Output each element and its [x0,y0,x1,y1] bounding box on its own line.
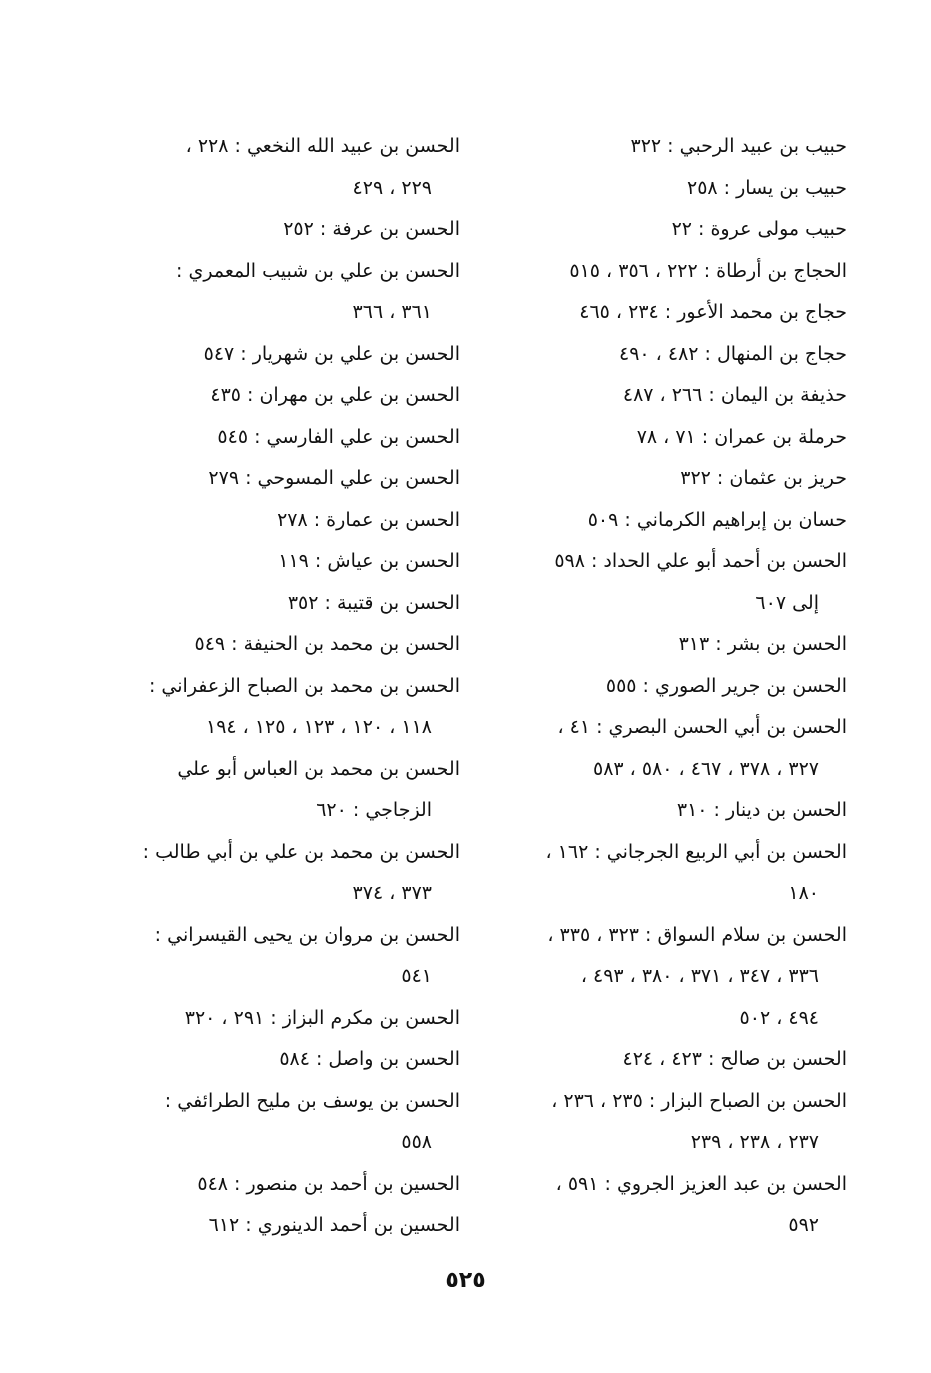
index-entry [495,1039,847,1081]
index-entry [110,375,460,417]
index-entry [110,998,460,1040]
index-entry [495,251,847,293]
entry-line: حجاج بن محمد الأعور : ٢٣٤ ، ٤٦٥ [579,301,847,323]
index-entry [495,1081,847,1164]
index-entry [495,417,847,459]
entry-line: الحسن بن يوسف بن مليح الطرائفي : [164,1089,460,1112]
entry-continuation: ٢٢٩ ، ٤٢٩ [352,176,432,199]
index-entry [495,500,847,542]
index-entry [495,168,847,210]
entry-line: الحسن بن أبي الربيع الجرجاني : ١٦٢ ، [545,840,847,863]
entry-line: الحسن بن سلام السواق : ٣٢٣ ، ٣٣٥ ، [547,923,847,946]
entry-line: الحسن بن عياش : ١١٩ [278,550,460,572]
entry-line: حريز بن عثمان : ٣٢٢ [680,467,847,489]
index-entry [110,334,460,376]
index-entry [495,292,847,334]
index-entry [110,126,460,209]
entry-continuation: الزجاجي : ٦٢٠ [316,799,432,821]
index-entry [495,334,847,376]
index-entry [495,666,847,708]
index-entry [110,915,460,998]
entry-line: الحسن بن قتيبة : ٣٥٢ [287,591,460,614]
index-entry [110,541,460,583]
entry-line: الحجاج بن أرطاة : ٢٢٢ ، ٣٥٦ ، ٥١٥ [569,259,847,282]
entry-continuation: إلى ٦٠٧ [755,591,819,614]
entry-line: الحسن بن عرفة : ٢٥٢ [283,218,460,240]
entry-line: الحسن بن أحمد أبو علي الحداد : ٥٩٨ [554,550,847,572]
index-entry [110,1205,460,1247]
index-entry [110,583,460,625]
entry-line: الحسن بن صالح : ٤٢٣ ، ٤٢٤ [622,1048,847,1070]
entry-line: الحسن بن الصباح البزار : ٢٣٥ ، ٢٣٦ ، [551,1089,847,1112]
entry-line: الحسن بن محمد بن العباس أبو علي [177,757,460,780]
index-entry [495,624,847,666]
index-entry [495,1164,847,1247]
index-entry [110,624,460,666]
index-entry [495,832,847,915]
index-entry [495,790,847,832]
index-entry [495,126,847,168]
entry-continuation: ٣٢٧ ، ٣٧٨ ، ٤٦٧ ، ٥٨٠ ، ٥٨٣ [593,757,819,780]
entry-line: الحسن بن جرير الصوري : ٥٥٥ [605,674,847,697]
page-number: ٥٢٥ [445,1268,486,1293]
entry-line: الحسن بن واصل : ٥٨٤ [279,1048,460,1070]
entry-line: الحسن بن علي بن مهران : ٤٣٥ [210,384,460,406]
entry-line: حجاج بن المنهال : ٤٨٢ ، ٤٩٠ [619,342,847,365]
index-entry [110,209,460,251]
index-entry [110,500,460,542]
entry-continuation: ٣٦١ ، ٣٦٦ [352,301,432,323]
entry-continuation: ٤٩٤ ، ٥٠٢ [739,1006,819,1029]
index-entry [495,458,847,500]
index-entry [495,209,847,251]
index-column-right [495,126,847,1247]
entry-continuation: ٥٤١ [401,965,432,987]
index-entry [110,1039,460,1081]
entry-continuation: ٥٩٢ [788,1214,819,1236]
entry-line: حبيب بن يسار : ٢٥٨ [686,176,847,199]
entry-line: الحسن بن علي الفارسي : ٥٤٥ [217,425,460,448]
entry-line: الحسن بن عبد العزيز الجروي : ٥٩١ ، [555,1172,847,1195]
index-entry [495,375,847,417]
index-entry [495,541,847,624]
entry-line: حرملة بن عمران : ٧١ ، ٧٨ [636,425,847,448]
entry-continuation: ١١٨ ، ١٢٠ ، ١٢٣ ، ١٢٥ ، ١٩٤ [206,716,432,738]
entry-line: حبيب مولى عروة : ٢٢ [671,218,847,240]
entry-line: الحسن بن علي المسوحي : ٢٧٩ [208,467,460,489]
entry-continuation: ٥٥٨ [401,1131,432,1153]
entry-line: الحسن بن محمد بن الحنيفة : ٥٤٩ [194,633,460,655]
entry-line: الحسن بن بشر : ٣١٣ [678,633,847,655]
index-entry [110,749,460,832]
entry-line: الحسن بن علي بن شبيب المعمري : [176,259,460,282]
entry-line: حسان بن إبراهيم الكرماني : ٥٠٩ [587,508,847,531]
index-entry [110,666,460,749]
entry-continuation: ٣٧٣ ، ٣٧٤ [352,882,432,904]
entry-line: الحسن بن محمد بن الصباح الزعفراني : [148,674,460,697]
index-entry [110,1164,460,1206]
entry-line: الحسن بن مروان بن يحيى القيسراني : [154,923,460,946]
entry-line: الحسن بن عبيد الله النخعي : ٢٢٨ ، [185,135,460,157]
entry-continuation: ١٨٠ [788,882,819,904]
index-entry [495,915,847,1040]
entry-line: حذيفة بن اليمان : ٢٦٦ ، ٤٨٧ [622,384,847,406]
index-entry [110,458,460,500]
entry-line: الحسن بن محمد بن علي بن أبي طالب : [142,840,460,863]
entry-line: الحسن بن مكرم البزاز : ٢٩١ ، ٣٢٠ [184,1006,460,1029]
entry-continuation: ٣٣٦ ، ٣٤٧ ، ٣٧١ ، ٣٨٠ ، ٤٩٣ ، [580,965,819,987]
entry-line: الحسن بن دينار : ٣١٠ [676,799,847,821]
index-entry [110,417,460,459]
entry-line: الحسن بن علي بن شهريار : ٥٤٧ [203,342,460,365]
entry-line: الحسين بن أحمد الدينوري : ٦١٢ [208,1214,460,1236]
entry-line: الحسين بن أحمد بن منصور : ٥٤٨ [197,1172,460,1195]
entry-line: حبيب بن عبيد الرحبي : ٣٢٢ [630,135,847,157]
entry-continuation: ٢٣٧ ، ٢٣٨ ، ٢٣٩ [690,1131,819,1153]
entry-line: الحسن بن عمارة : ٢٧٨ [277,508,460,531]
index-entry [110,832,460,915]
index-column-left [110,126,460,1247]
index-entry [110,251,460,334]
index-entry [495,707,847,790]
index-entry [110,1081,460,1164]
entry-line: الحسن بن أبي الحسن البصري : ٤١ ، [557,716,847,738]
